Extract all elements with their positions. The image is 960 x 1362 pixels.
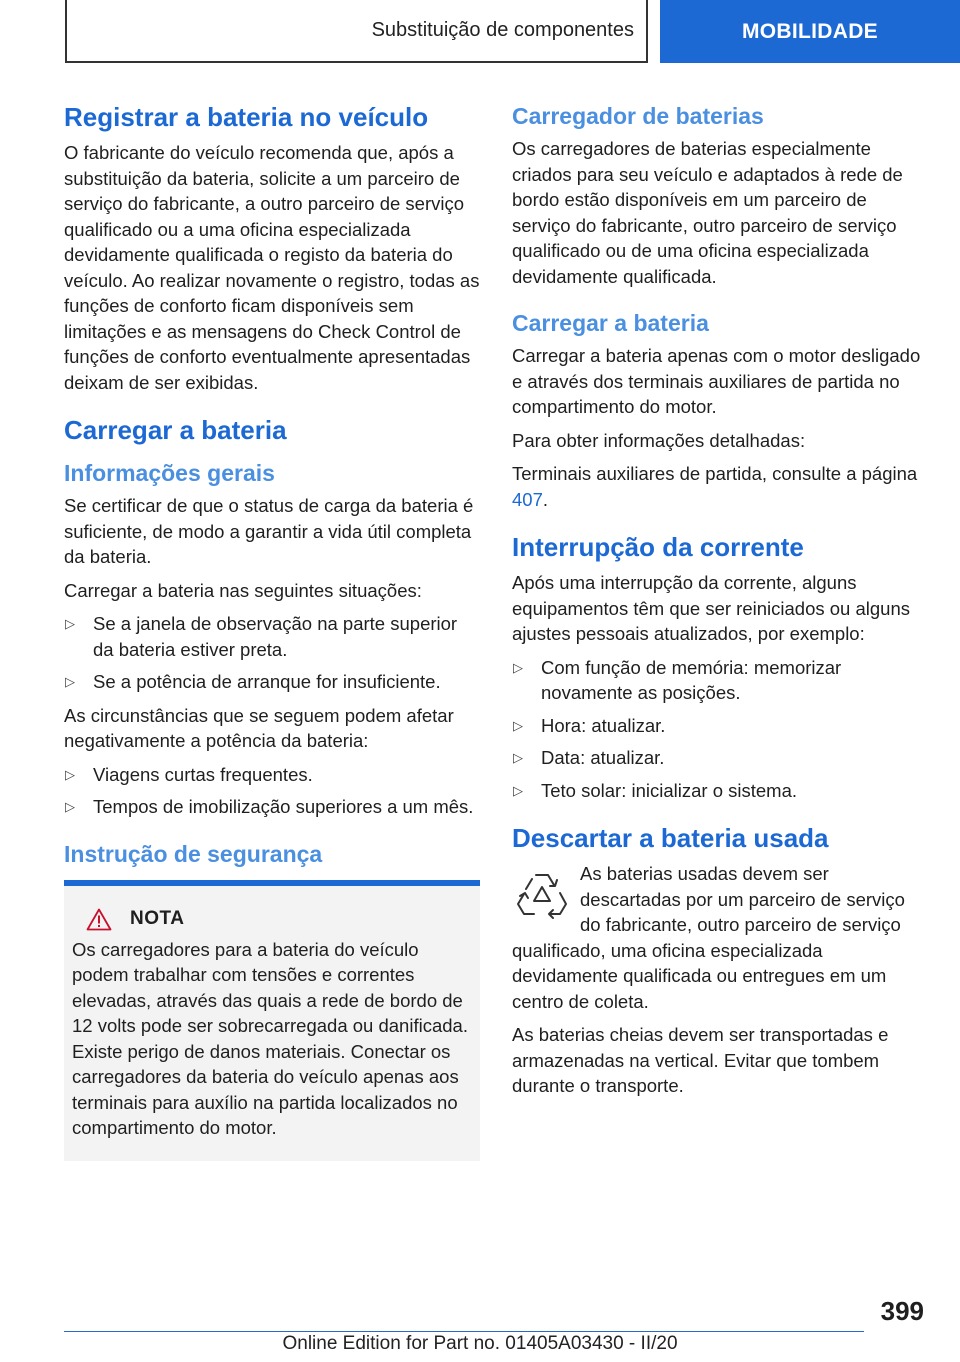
interruption-list bbox=[512, 655, 926, 804]
charge-battery-text: Carregar a bateria apenas com o motor desligado e através dos terminais auxiliares de partida no compartimento do motor. bbox=[512, 345, 921, 417]
list-item: ▷ Com função de memória: memorizar novamente as posições. bbox=[513, 656, 842, 703]
bullet-triangle-icon: ▷ bbox=[513, 750, 523, 765]
note-box bbox=[64, 886, 480, 1161]
note-text: Os carregadores para a bateria do veículo podem trabalhar com tensões e correntes elevadas, através das quais a rede de bordo de 12 volts pode ser sobrecarregada ou danificada. Existe perigo de danos materiais. Conectar os carregadores da bateria do veículo apenas aos terminais para auxílio na partida localizados no compartimento do motor. bbox=[72, 938, 468, 1138]
details-intro: Para obter informações detalhadas: bbox=[512, 429, 806, 451]
charge-battery-heading: Carregar a bateria bbox=[64, 415, 287, 445]
list-item: ▷ Se a janela de observação na parte superior da bateria estiver preta. bbox=[65, 613, 458, 660]
list-item: ▷ Se a potência de arranque for insuficiente. bbox=[64, 669, 480, 695]
recycle-icon bbox=[514, 867, 570, 923]
bullet-triangle-icon: ▷ bbox=[513, 659, 523, 675]
bullet-triangle-icon: ▷ bbox=[65, 674, 75, 689]
power-interruption-heading: Interrupção da corrente bbox=[512, 532, 804, 562]
header-chapter-tab bbox=[660, 0, 960, 63]
situations-list bbox=[64, 611, 480, 695]
header-section-title: Substituição de componentes bbox=[371, 19, 634, 41]
situations-intro: Carregar a bateria nas seguintes situações: bbox=[64, 579, 422, 601]
page-reference-link[interactable]: 407 bbox=[512, 488, 543, 510]
power-interruption-text: Após uma interrupção da corrente, alguns equipamentos têm que ser reiniciados ou alguns ajustes pessoais atualizados, por exemplo: bbox=[512, 572, 910, 644]
footer-edition: Online Edition for Part no. 01405A03430 - II/20 bbox=[282, 1333, 678, 1354]
circumstances-list bbox=[64, 762, 480, 820]
battery-charger-text: Os carregadores de baterias especialmente criados para seu veículo e adaptados à rede de bordo estão disponíveis em um parceiro de serviço do fabricante, outro parceiro de serviço qualificado ou de uma oficina especializada devidamente qualificada. bbox=[512, 138, 903, 287]
list-item: ▷ Tempos de imobilização superiores a um mês. bbox=[64, 794, 480, 820]
terminals-reference: Terminais auxiliares de partida, consulte a página 407. bbox=[512, 463, 918, 510]
list-item: ▷ Hora: atualizar. bbox=[512, 713, 926, 739]
header-section-box bbox=[65, 0, 648, 63]
register-battery-heading: Registrar a bateria no veículo bbox=[64, 102, 429, 132]
header-chapter-title: MOBILIDADE bbox=[742, 19, 878, 43]
dispose-battery-heading: Descartar a bateria usada bbox=[512, 823, 829, 853]
bullet-triangle-icon: ▷ bbox=[513, 782, 523, 798]
bullet-triangle-icon: ▷ bbox=[65, 766, 75, 782]
list-item: ▷ Data: atualizar. bbox=[512, 745, 926, 771]
page-number: 399 bbox=[880, 1296, 924, 1326]
bullet-triangle-icon: ▷ bbox=[513, 717, 523, 733]
left-column bbox=[64, 100, 480, 1161]
list-item: ▷ Viagens curtas frequentes. bbox=[64, 762, 480, 788]
list-item: ▷ Teto solar: inicializar o sistema. bbox=[512, 778, 926, 804]
note-header bbox=[72, 908, 472, 931]
note-title: NOTA bbox=[130, 908, 185, 929]
dispose-block bbox=[512, 861, 926, 1022]
transport-text: As baterias cheias devem ser transportadas e armazenadas na vertical. Evitar que tombem durante o transporte. bbox=[512, 1024, 889, 1096]
battery-charger-heading: Carregador de baterias bbox=[512, 103, 764, 129]
dispose-battery-text: As baterias usadas devem ser descartadas por um parceiro de serviço do fabricante, outro parceiro de serviço qualificado, uma oficina especializada devidamente qualificada ou entregues em um centro de coleta. bbox=[512, 863, 905, 1012]
bullet-triangle-icon: ▷ bbox=[65, 799, 75, 814]
circumstances-intro: As circunstâncias que se seguem podem afetar negativamente a potência da bateria: bbox=[64, 704, 454, 751]
warning-triangle-icon bbox=[86, 908, 112, 931]
register-battery-text: O fabricante do veículo recomenda que, após a substituição da bateria, solicite a um parceiro de serviço do fabricante, a outro parceiro de serviço qualificado ou a uma oficina especializada devidamente qualificada o registo da bateria do veículo. Ao realizar novamente o registro, todas as funções de conforto ficam disponíveis sem limitações e as mensagens do Check Control de funções de conforto eventualmente apresentadas deixam de ser exibidas. bbox=[64, 142, 480, 393]
safety-heading: Instrução de segurança bbox=[64, 840, 323, 867]
charge-battery-subheading: Carregar a bateria bbox=[512, 310, 709, 336]
general-info-heading: Informações gerais bbox=[64, 460, 275, 486]
right-column bbox=[512, 100, 926, 1107]
footer-rule bbox=[64, 1331, 864, 1332]
general-info-text: Se certificar de que o status de carga da bateria é suficiente, de modo a garantir a vida útil completa da bateria. bbox=[64, 495, 474, 567]
bullet-triangle-icon: ▷ bbox=[65, 616, 75, 631]
